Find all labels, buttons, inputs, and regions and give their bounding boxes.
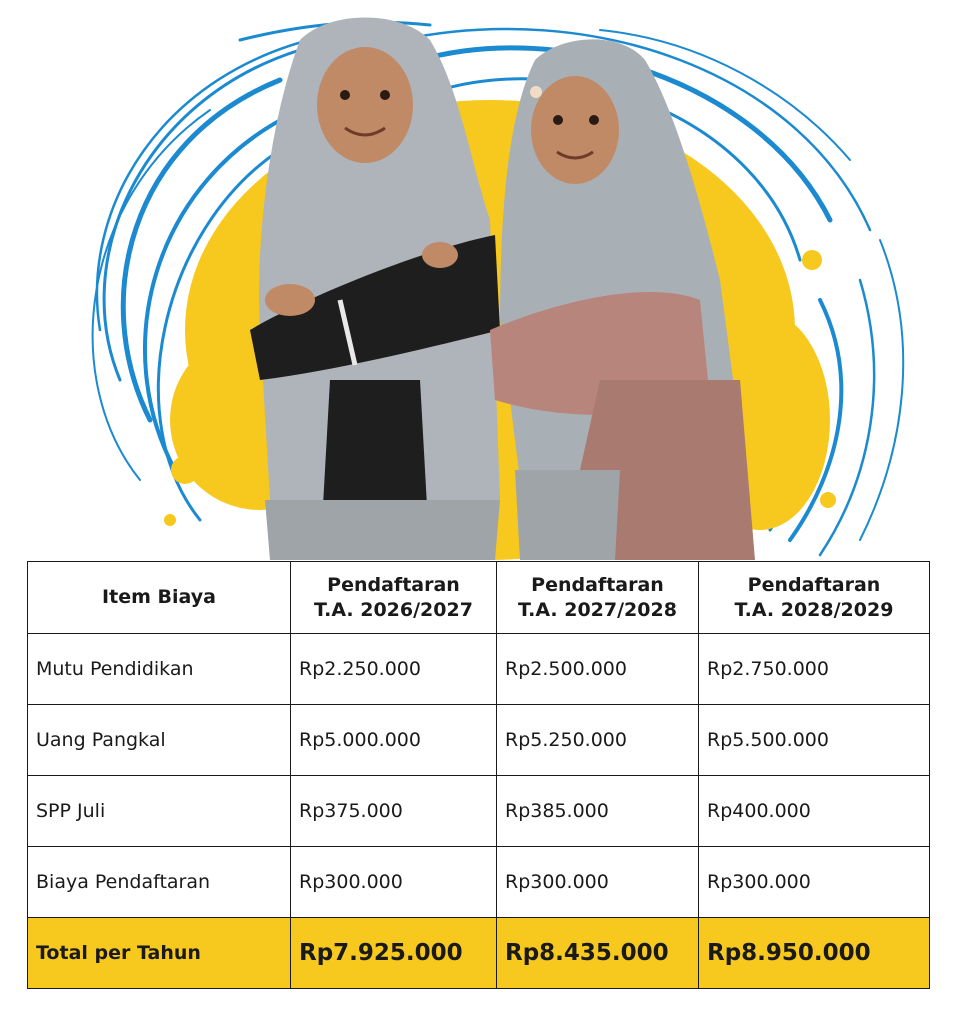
row-item-label: Uang Pangkal: [28, 705, 291, 776]
row-value: Rp300.000: [497, 847, 699, 918]
row-value: Rp2.500.000: [497, 634, 699, 705]
row-value: Rp2.250.000: [291, 634, 497, 705]
row-value: Rp2.750.000: [699, 634, 930, 705]
table-row: [28, 705, 930, 776]
row-value: Rp400.000: [699, 776, 930, 847]
row-item-label: Biaya Pendaftaran: [28, 847, 291, 918]
total-row: [28, 918, 930, 989]
header-item-biaya: [28, 562, 291, 634]
row-item-label: Mutu Pendidikan: [28, 634, 291, 705]
header-line-2: T.A. 2027/2028: [518, 598, 677, 621]
header-line-1: Pendaftaran: [531, 573, 664, 596]
total-value: Rp8.435.000: [497, 918, 699, 989]
row-value: Rp375.000: [291, 776, 497, 847]
row-value: Rp385.000: [497, 776, 699, 847]
total-value: Rp8.950.000: [699, 918, 930, 989]
header-line-2: T.A. 2026/2027: [314, 598, 473, 621]
row-value: Rp5.000.000: [291, 705, 497, 776]
header-ta-2028-2029: [699, 562, 930, 634]
right-girl-figure: [490, 39, 755, 560]
row-item-label: SPP Juli: [28, 776, 291, 847]
total-value: Rp7.925.000: [291, 918, 497, 989]
fee-table: [27, 561, 930, 989]
row-value: Rp300.000: [699, 847, 930, 918]
total-label: Total per Tahun: [28, 918, 291, 989]
header-line-1: Pendaftaran: [747, 573, 881, 596]
table-row: [28, 847, 930, 918]
left-girl-figure: [250, 18, 500, 561]
header-line-2: T.A. 2028/2029: [734, 598, 894, 621]
header-ta-2026-2027: [291, 562, 497, 634]
header-ta-2027-2028: [497, 562, 699, 634]
row-value: Rp5.250.000: [497, 705, 699, 776]
header-line-1: Pendaftaran: [327, 573, 460, 596]
row-value: Rp5.500.000: [699, 705, 930, 776]
table-row: [28, 776, 930, 847]
row-value: Rp300.000: [291, 847, 497, 918]
fee-table-header-row: [28, 562, 930, 634]
table-row: [28, 634, 930, 705]
header-item-label: Item Biaya: [102, 586, 216, 608]
